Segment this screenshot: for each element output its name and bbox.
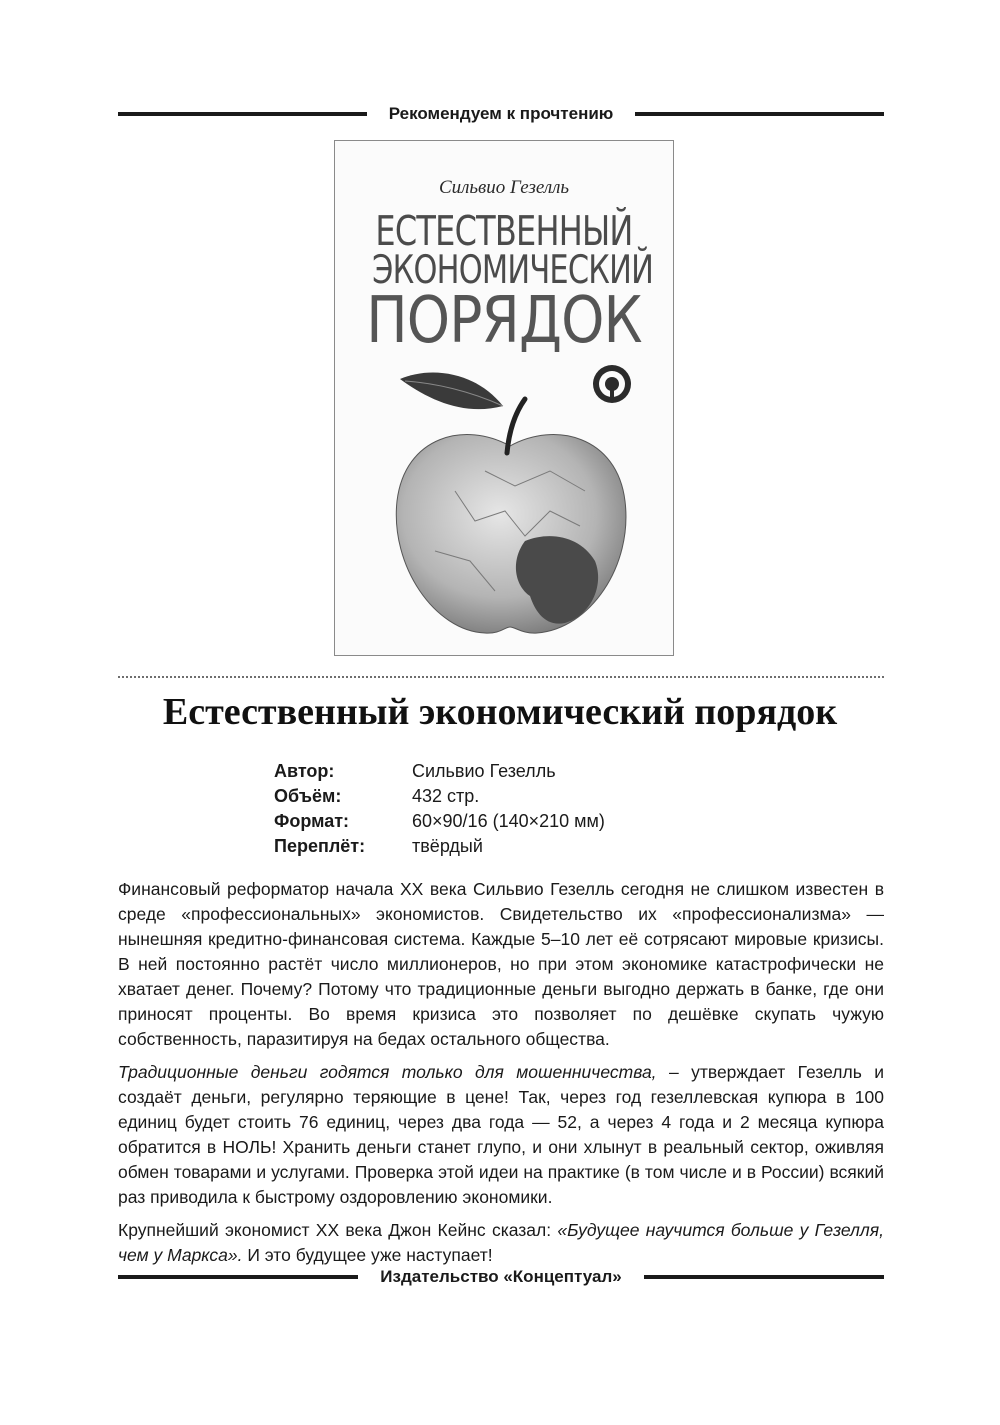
spec-key: Объём: (274, 786, 342, 806)
keynes-quote: «Будущее научится больше у Гезелля, чем у Маркса». (118, 1220, 885, 1265)
spec-row-author (274, 759, 605, 784)
book-description (118, 877, 884, 1276)
spec-value: твёрдый (412, 836, 483, 856)
spec-row-binding (274, 834, 605, 859)
paragraph-text: – утверждает Гезелль и создаёт деньги, регулярно теряющие в цене! Так, через год гезеллевская купюра в 100 единиц будет стоить 76 единиц, через два года — 52, а через 4 года и 2 месяца купюра обратится в НОЛЬ! Хранить деньги станет глупо, и они хлынут в реальный сектор, оживляя обмен товарами и услугами. Проверка этой идеи на практике (в том числе и в России) всякий раз приводила к быстрому оздоровлению экономики. (118, 1062, 884, 1207)
cover-author: Сильвио Гезелль (438, 177, 570, 198)
publisher-name: Издательство «Концептуал» (380, 1267, 622, 1286)
book-title: Естественный экономический порядок (162, 691, 838, 733)
footer-rule (118, 1257, 884, 1297)
cover-title-line-2: ЭКОНОМИЧЕСКИЙ (372, 248, 654, 293)
right-rule-line (635, 112, 884, 116)
spec-key: Переплёт: (274, 836, 366, 856)
paragraph-text: Крупнейший экономист XX века Джон Кейнс сказал: (118, 1220, 558, 1240)
left-rule-line (118, 112, 367, 116)
section-heading: Рекомендуем к прочтению (388, 104, 614, 123)
description-paragraph-1: Финансовый реформатор начала XX века Сильвио Гезелль сегодня не слишком известен в среде «профессиональных» экономистов. Свидетельство их «профессионализма» — нынешняя кредитно-финансовая система. Каждые 5–10 лет её сотрясают мировые кризисы. В ней постоянно растёт число миллионеров, но при этом экономике катастрофически не хватает денег. Почему? Потому что традиционные деньги выгодно держать в банке, где они приносят проценты. Во время кризиса это позволяет по дешёвке скупать чужую собственность, паразитируя на бедах остального общества. (118, 879, 884, 1049)
book-cover-image (334, 140, 674, 656)
geselle-quote: Традиционные деньги годятся только для мошенничества, (118, 1062, 657, 1082)
book-specs (274, 759, 605, 859)
dotted-separator (118, 676, 884, 678)
spec-value: 60×90/16 (140×210 мм) (412, 811, 605, 831)
description-paragraph-2 (118, 1060, 884, 1210)
cover-title-line-1: ЕСТЕСТВЕННЫЙ (375, 207, 633, 255)
apple-globe-icon (375, 361, 645, 651)
spec-key: Формат: (274, 811, 350, 831)
spec-row-format (274, 809, 605, 834)
spec-value: Сильвио Гезелль (412, 761, 556, 781)
spec-value: 432 стр. (412, 786, 480, 806)
left-rule-line (118, 1275, 358, 1279)
cover-title-line-3: ПОРЯДОК (366, 284, 642, 358)
spec-key: Автор: (274, 761, 335, 781)
spec-row-pages (274, 784, 605, 809)
header-rule (118, 94, 884, 134)
right-rule-line (644, 1275, 884, 1279)
paragraph-text: И это будущее уже наступает! (242, 1245, 493, 1265)
